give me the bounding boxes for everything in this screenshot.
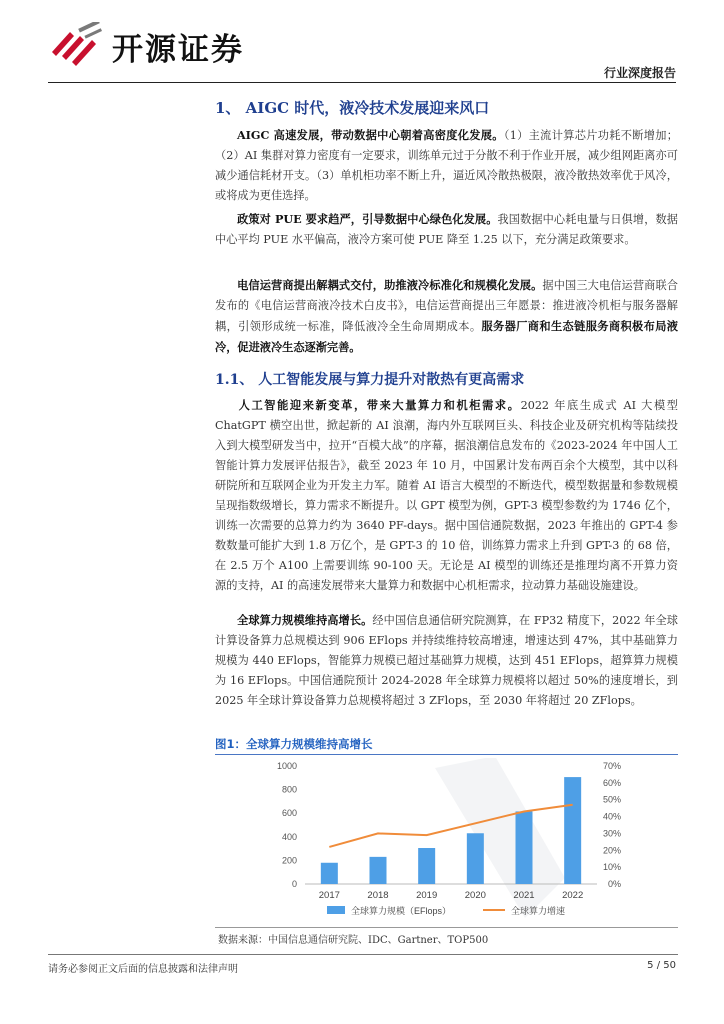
y-right-tick-label: 10% — [602, 862, 621, 873]
company-logo-icon — [48, 22, 106, 68]
paragraph-lead: 人工智能迎来新变革，带来大量算力和机柜需求。 — [237, 398, 521, 412]
figure-divider — [215, 754, 678, 755]
paragraph-lead: 电信运营商提出解耦式交付，助推液冷标准化和规模化发展。 — [237, 278, 543, 292]
page-number: 5 / 50 — [647, 960, 676, 971]
paragraph-text: （1）主流计算芯片功耗不断增加；（2）AI 集群对算力密度有一定要求，训练单元过于分散不利于作业开展，减少组网距离亦可减少通信耗材开支。（3）单机柜功率不断上升，逼近风冷散热极限，液冷散热效率优于风冷，或将成为更佳选择。 — [215, 129, 678, 202]
y-left-tick-label: 400 — [281, 831, 297, 842]
figure-title: 图1：全球算力规模维持高增长 — [215, 737, 373, 751]
legend-label: 全球算力增速 — [511, 906, 566, 916]
paragraph-text: 据中国三大电信运营商联合发布的《电信运营商液冷技术白皮书》，电信运营商提出三年愿景：推进液冷机柜与服务器解耦，引领形成统一标准，降低液冷全生命周期成本。 — [215, 279, 678, 333]
y-left-tick-label: 800 — [281, 784, 297, 795]
paragraph-lead: 政策对 PUE 要求趋严，引导数据中心绿色化发展。 — [237, 212, 498, 226]
y-left-tick-label: 200 — [281, 855, 297, 866]
x-tick-label: 2022 — [562, 890, 584, 901]
legend-label: 全球算力规模（EFlops） — [351, 906, 452, 916]
paragraph-lead: AIGC 高速发展，带动数据中心朝着高密度化发展。 — [237, 128, 504, 142]
report-type-label: 行业深度报告 — [603, 66, 676, 80]
bar — [516, 811, 533, 884]
source-divider — [215, 927, 678, 928]
x-tick-label: 2020 — [464, 890, 486, 901]
y-left-tick-label: 600 — [281, 808, 297, 819]
company-logo-text: 开源证券 — [112, 32, 244, 68]
bar — [418, 848, 435, 884]
watermark-logo — [435, 758, 565, 918]
compute-growth-chart — [265, 758, 645, 924]
bar — [467, 833, 484, 884]
y-right-tick-label: 0% — [607, 879, 621, 889]
bar — [370, 857, 387, 884]
section-heading: 1、 AIGC 时代，液冷技术发展迎来风口 — [215, 99, 490, 117]
x-tick-label: 2021 — [513, 890, 535, 901]
y-left-tick-label: 0 — [291, 879, 297, 889]
paragraph-text: 经中国信息通信研究院测算，在 FP32 精度下，2022 年全球计算设备算力总规模达到 906 EFlops 并持续维持较高增速，增速达到 47%，其中基础算力规模为 440 EFlops，智能算力规模已超过基础算力规模，达到 451 EFlops，超算算力规模为 16 EFlops。中国信通院预计 2024-2028 年全球算力规模将以超过 50%的速度增长，到 2025 年全球计算设备算力总规模将超过 3 ZFlops，至 2030 年将超过 20 ZFlops。 — [215, 614, 678, 707]
y-left-tick-label: 1000 — [276, 761, 297, 771]
paragraph — [215, 395, 678, 596]
y-right-tick-label: 40% — [602, 811, 621, 822]
paragraph-lead: 全球算力规模维持高增长。 — [237, 613, 373, 627]
y-right-tick-label: 30% — [602, 828, 621, 839]
figure-source: 数据来源：中国信息通信研究院、IDC、Gartner、TOP500 — [218, 935, 489, 946]
footer-divider — [48, 954, 678, 955]
bar — [321, 863, 338, 884]
x-tick-label: 2018 — [367, 890, 389, 901]
paragraph-lead: 服务器厂商和生态链服务商积极布局液冷，促进液冷生态逐渐完善。 — [215, 319, 678, 354]
paragraph-text: 我国数据中心耗电量与日俱增，数据中心平均 PUE 水平偏高，液冷方案可使 PUE 降至 1.25 以下，充分满足政策要求。 — [215, 213, 678, 246]
x-tick-label: 2017 — [318, 890, 340, 901]
y-right-tick-label: 70% — [602, 761, 621, 771]
paragraph — [215, 209, 678, 250]
paragraph — [215, 610, 678, 711]
header-divider — [48, 82, 676, 83]
paragraph — [215, 275, 678, 358]
y-right-tick-label: 60% — [602, 777, 621, 788]
footer-disclaimer: 请务必参阅正文后面的信息披露和法律声明 — [48, 964, 238, 975]
paragraph-text: 2022 年底生成式 AI 大模型 ChatGPT 横空出世，掀起新的 AI 浪潮，海内外互联网巨头、科技企业及研究机构等陆续投入到大模型研发当中，拉开“百模大战”的序幕，据浪潮信息发布的《2023-2024 年中国人工智能计算力发展评估报告》，截至 2023 年 10 月，中国累计发布两百余个大模型，其中以科研院所和互联网企业为开发主力军。随着 AI 语言大模型的不断迭代，模型数据量和参数规模呈现指数级增长，算力需求不断提升。以 GPT 模型为例，GPT-3 模型参数约为 1746 亿个，训练一次需要的总算力约为 3640 PF-days。据中国信通院数据，2023 年推出的 GPT-4 参数数量可能扩大到 1.8 万亿个，是 GPT-3 的 10 倍，训练算力需求上升到 GPT-3 的 68 倍，在 2.5 万个 A100 上需要训练 90-100 天。无论是 AI 模型的训练还是推理均离不开算力资源的支持，AI 的高速发展带来大量算力和数据中心机柜需求，拉动算力基础设施建设。 — [215, 399, 678, 592]
y-right-tick-label: 50% — [602, 794, 621, 805]
bar — [564, 777, 581, 884]
x-tick-label: 2019 — [416, 890, 438, 901]
paragraph — [215, 125, 678, 206]
subsection-heading: 1.1、 人工智能发展与算力提升对散热有更高需求 — [215, 372, 525, 388]
y-right-tick-label: 20% — [602, 845, 621, 856]
legend-swatch-bar — [327, 906, 345, 914]
